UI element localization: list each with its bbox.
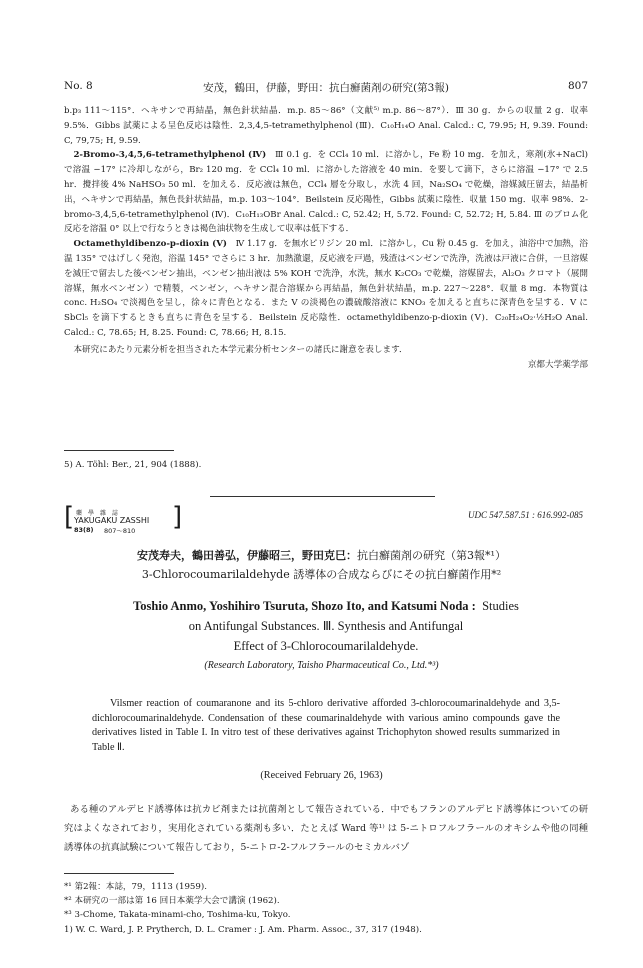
article-title-jp <box>0 547 643 563</box>
footnote: *³ 3-Chome, Takata-minami-cho, Toshima-ku, Tokyo. <box>64 910 291 921</box>
compound-procedure: Ⅳ 1.17 g．を無水ピリジン 20 ml．に溶かし，Cu 粉 0.45 g．を加え，油浴中で加熱，浴温 135° ではげしく発泡，浴温 145° でさらに 3 hr．加熱激還，反応液を戸過，残渣はベンゼンで洗浄，洗液は戸液に合併，一旦溶媒を減圧で留去した後ベンゼン抽出，ベンゼン抽出液は 5% KOH で洗浄，水洗，無水 K₂CO₃ で乾燥，溶媒留去，Al₂O₃ クロマト（展開溶媒，無水ベンゼン）で精製，ベンゼン，ヘキサン混合溶媒から再結晶，無色針状結晶，m.p. 227〜228°．収量 8 mg．本物質は conc. H₂SO₄ で淡褐色を呈し，徐々に青色となる．また Ⅴ の淡褐色の濃硫酸溶液に KNO₃ を加えると直ちに深青色を呈する．Ⅴ に SbCl₅ を滴下するときも直ちに青色を呈する．Beilstein 反応陰性．octamethyldibenzo-p-dioxin (Ⅴ)．C₂₀H₂₄O₂·½H₂O Anal. Calcd.: C, 78.65; H, 8.25. Found: C, 78.66; H, 8.15. <box>64 239 588 338</box>
reference-5: 5) A. Töhl: Ber., 21, 904 (1888). <box>64 460 202 470</box>
compound-procedure: Ⅲ 0.1 g．を CCl₄ 10 ml．に溶かし，Fe 粉 10 mg．を加え，寒剤(氷+NaCl)で溶温 −17° に冷却しながら，Br₂ 120 mg．を CCl₄ 10 ml．に溶かした溶液を 40 min．を要して滴下，さらに溶温 −17° で 2.5 hr．攪拌後 4% NaHSO₃ 50 ml．を加える．反応液は無色，CCl₄ 層を分取し，水洗 4 回，Na₂SO₄ で乾燥，溶媒減圧留去，結晶析出，ヘキサンで再結晶，無色長針状結晶，m.p. 103〜104°．Beilstein 反応陽性，Gibbs 試薬に陰性．収量 150 mg．収率 98%．2-bromo-3,4,5,6-tetramethylphenol (Ⅳ)．C₁₀H₁₃OBr Anal. Calcd.: C, 52.42; H, 5.72. Found: C, 52.72; H, 5.84. Ⅲ のブロム化反応を溶温 0° 以上で行なうときは褐色油状物を生成して収率は低下する． <box>64 150 588 235</box>
journal-romaji: YAKUGAKU ZASSHI <box>74 516 150 525</box>
title-en-line1: Studies <box>482 599 519 613</box>
authors-en: Toshio Anmo, Yoshihiro Tsuruta, Shozo Ito, and Katsumi Noda : <box>133 599 476 613</box>
compound-heading: Octamethyldibenzo-p-dioxin (Ⅴ) <box>73 239 227 250</box>
footnotes <box>64 880 588 937</box>
affiliation: (Research Laboratory, Taisho Pharmaceutical Co., Ltd.*³) <box>204 660 439 671</box>
title-en-line2: on Antifungal Substances. Ⅲ. Synthesis and Antifungal <box>188 619 464 633</box>
introduction: ある種のアルデヒド誘導体は抗カビ剤または抗菌剤として報告されている．中でもフランのアルデヒド誘導体についての研究はよくなされており，実用化されている薬剤も多い．たとえば Ward 等¹⁾ は 5-ニトロフルフラールのオキシムや他の同種誘導体の抗真試験について報告しており，5-ニトロ-2-フルフラールのセミカルバゾ <box>64 804 588 853</box>
running-title: 安茂，鶴田，伊藤，野田：抗白癬菌剤の研究(第3報) <box>203 82 449 94</box>
institution: 京都大学薬学部 <box>527 359 588 370</box>
footnote: 1) W. C. Ward, J. P. Prytherch, D. L. Cramer : J. Am. Pharm. Assoc., 37, 317 (1948). <box>64 924 422 935</box>
journal-kanji: 藥 學 雜 誌 <box>76 510 119 517</box>
experimental-paragraph <box>64 148 588 237</box>
article-divider <box>210 496 435 497</box>
footnote-divider <box>64 450 174 451</box>
article-subtitle-jp: 3-Chlorocoumarilaldehyde 誘導体の合成ならびにその抗白癬菌作用*² <box>141 568 502 581</box>
journal-pages: 807〜810 <box>104 527 136 535</box>
experimental-paragraph: b.p₃ 111〜115°．ヘキサンで再結晶，無色針状結晶．m.p. 85〜86°（文献⁵⁾ m.p. 86〜87°）．Ⅲ 30 g．からの収量 2 g．収率 9.5%．Gibbs 試薬による呈色反応は陰性．2,3,4,5-tetramethylphenol (Ⅲ)．C₁₀H₁₄O Anal. Calcd.: C, 79.95; H, 9.39. Found: C, 79,75; H, 9.59. <box>64 106 588 146</box>
article-title-en <box>70 596 582 656</box>
udc-code: UDC 547.587.51 : 616.992-085 <box>468 510 583 520</box>
issue-number: No. 8 <box>64 80 93 92</box>
footnote: *¹ 第2報：本誌，79，1113 (1959). <box>64 882 207 892</box>
footnote: *² 本研究の一部は第 16 回日本薬学大会で講演 (1962). <box>64 896 280 907</box>
footnote-divider <box>64 873 174 874</box>
journal-page: No. 8 安茂，鶴田，伊藤，野田：抗白癬菌剤の研究(第3報) 807 b.p₃ 111〜115°．ヘキサンで再結晶，無色針状結晶．m.p. 85〜86°（文献⁵⁾ m.p. 86〜87°）．Ⅲ 30 g．からの収量 2 g．収率 9.5%．Gibbs 試薬による呈色反応は陰性．2,3,4,5-tetramethylphenol (Ⅲ)．C₁₀H₁₄O Anal. Calcd.: C, 79.95; H, 9.39. Found: C, 79,75; H, 9.59. 2-Bromo-3,4,5,6-tetramethylphenol (Ⅳ) Ⅲ 0.1 g．を CCl₄ 10 ml．に溶かし，Fe 粉 10 mg．を加え，寒剤(氷+NaCl)で溶温 −17° に冷却しながら，Br₂ 120 mg．を CCl₄ 10 ml．に溶かした溶液を 40 min．を要して滴下，さらに溶温 −17° で 2.5 hr．攪拌後 4% NaHSO₃ 50 ml．を加える．反応液は無色，CCl₄ 層を分取し，水洗 4 回，Na₂SO₄ で乾燥，溶媒減圧留去，結晶析出，ヘキサンで再結晶，無色長針状結晶，m.p. 103〜104°．Beilstein 反応陽性，Gibbs 試薬に陰性．収量 150 mg．収率 98%．2-bromo-3,4,5,6-tetramethylphenol (Ⅳ)．C₁₀H₁₃OBr Anal. Calcd.: C, 52.42; H, 5.72. Found: C, 52.72; H, 5.84. Ⅲ のブロム化反応を溶温 0° 以上で行なうときは褐色油状物を生成して収率は低下する． Octamethyldibenzo-p-dioxin (Ⅴ) Ⅳ 1.17 g．を無水ピリジン 20 ml．に溶かし，Cu 粉 0.45 g．を加え，油浴中で加熱，浴温 135° ではげしく発泡，浴温 145° でさらに 3 hr．加熱激還，反応液を戸過，残渣はベンゼンで洗浄，洗液は戸液に合併，一旦溶媒を減圧で留去した後ベンゼン抽出，ベンゼン抽出液は 5% KOH で洗浄，水洗，無水 K₂CO₃ で乾燥，溶媒留去，Al₂O₃ クロマト（展開溶媒，無水ベンゼン）で精製，ベンゼン，ヘキサン混合溶媒から再結晶，無色針状結晶，m.p. 227〜228°．収量 8 mg．本物質は conc. H₂SO₄ で淡褐色を呈し，徐々に青色となる．また Ⅴ の淡褐色の濃硫酸溶液に KNO₃ を加えると直ちに深青色を呈する．Ⅴ に SbCl₅ を滴下するときも直ちに青色を呈する．Beilstein 反応陰性．octamethyldibenzo-p-dioxin (Ⅴ)．C₂₀H₂₄O₂·½H₂O Anal. Calcd.: C, 78.65; H, 8.25. Found: C, 78.66; H, 8.15. 本研究にあたり元素分析を担当された本学元素分析センターの諸氏に謝意を表します． 京都大学薬学部 5) A. Töhl: Ber., 21, 904 (1888). [ 藥 學 雜 誌 YAKUGAKU ZASSHI 83(8) 807〜810 ] UDC 547.587.51 : 616.992-085 安茂寿夫，鶴田善弘，伊藤昭三，野田克巳：抗白癬菌剤の研究（第3報*¹） 3-Chlorocoumarilaldehyde 誘導体の合成ならびにその抗白癬菌作用*² Toshio Anmo, Yoshihiro Tsuruta, Shozo Ito, and Katsumi Noda : Studies on Antifungal Substances. Ⅲ. Synthesis and Antifungal Effect of 3-Chlorocoumarilaldehyde. (Research Laboratory, Taisho Pharmaceutical Co., Ltd.*³) Vilsmer reaction of coumaranone and its 5-chloro derivative afforded 3-chlorocoumarinaldehyde and 3,5-dichlorocoumarinaldehyde. Condensation of these coumarinaldehyde with various amino compounds gave the derivatives listed in Table I. In vitro test of these derivatives against Trichophyton showed results summarized in Table Ⅱ. (Received February 26, 1963) ある種のアルデヒド誘導体は抗カビ剤または抗菌剤として報告されている．中でもフランのアルデヒド誘導体についての研究はよくなされており，実用化されている薬剤も多い．たとえば Ward 等¹⁾ は 5-ニトロフルフラールのオキシムや他の同種誘導体の抗真試験について報告しており，5-ニトロ-2-フルフラールのセミカルバゾ *¹ 第2報：本誌，79，1113 (1959). *² 本研究の一部は第 16 回日本薬学大会で講演 (1962). *³ 3-Chome, Takata-minami-cho, Toshima-ku, Tokyo. 1) W. C. Ward, J. P. Prytherch, D. L. Cramer : J. Am. Pharm. Assoc., 37, 317 (1948). <box>0 0 643 968</box>
experimental-paragraph <box>64 237 588 341</box>
journal-volume: 83(8) <box>74 526 94 534</box>
page-number: 807 <box>567 80 588 92</box>
running-header <box>64 80 588 96</box>
authors-jp: 安茂寿夫，鶴田善弘，伊藤昭三，野田克巳： <box>137 549 358 562</box>
compound-heading: 2-Bromo-3,4,5,6-tetramethylphenol (Ⅳ) <box>73 150 267 161</box>
received-date: (Received February 26, 1963) <box>260 770 383 781</box>
experimental-section <box>64 104 588 372</box>
title-en-line3: Effect of 3-Chlorocoumarilaldehyde. <box>233 639 419 653</box>
abstract: Vilsmer reaction of coumaranone and its 5-chloro derivative afforded 3-chlorocoumarinaldehyde and 3,5-dichlorocoumarinaldehyde. Condensation of these coumarinaldehyde with various amino compounds gave the derivatives listed in Table I. In vitro test of these derivatives against Trichophyton showed results summarized in Table Ⅱ. <box>92 698 560 753</box>
title-jp: 抗白癬菌剤の研究（第3報*¹） <box>357 549 506 562</box>
acknowledgement: 本研究にあたり元素分析を担当された本学元素分析センターの諸氏に謝意を表します． <box>73 344 408 355</box>
